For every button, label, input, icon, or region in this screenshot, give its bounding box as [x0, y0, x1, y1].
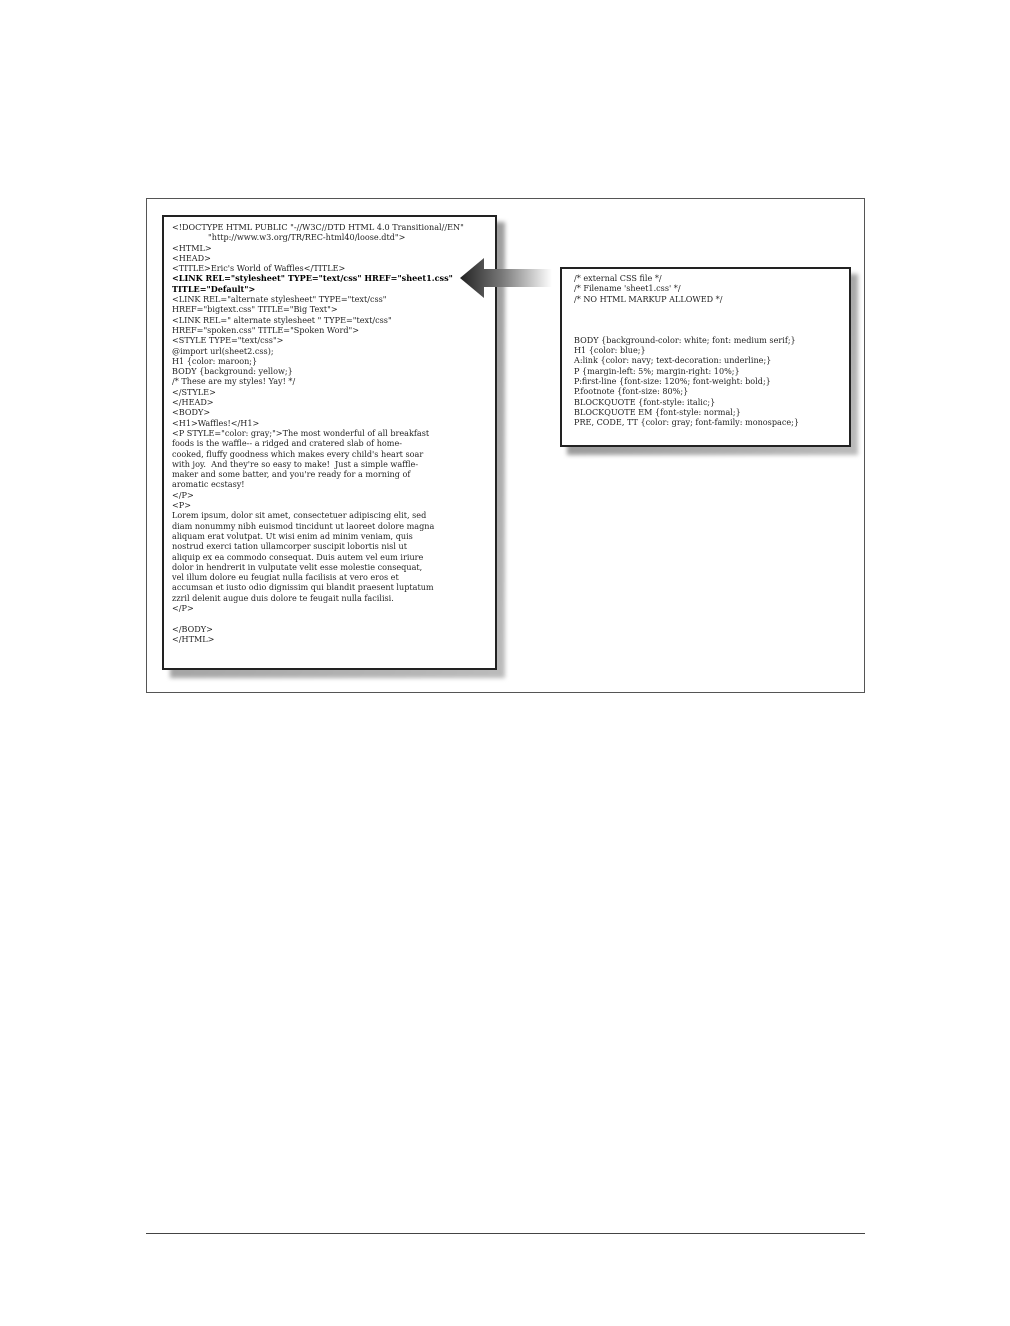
- code-line: cooked, fluffy goodness which makes every child's heart soar: [172, 448, 424, 459]
- html-document: [162, 215, 497, 670]
- code-line: PRE, CODE, TT {color: gray; font-family: monospace;}: [574, 417, 800, 428]
- code-line: P:first-line {font-size: 120%; font-weight: bold;}: [574, 375, 771, 386]
- code-line: H1 {color: maroon;}: [172, 355, 258, 366]
- code-line: <STYLE TYPE="text/css">: [172, 335, 284, 346]
- code-line: "http://www.w3.org/TR/REC-html40/loose.dtd">: [172, 232, 406, 243]
- code-line: @import url(sheet2.css);: [172, 345, 274, 356]
- code-line: <H1>Waffles!</H1>: [172, 417, 260, 428]
- footer-rule: [146, 1233, 865, 1234]
- code-line: aliquam erat volutpat. Ut wisi enim ad minim veniam, quis: [172, 530, 413, 541]
- code-line: foods is the waffle-- a ridged and cratered slab of home-: [172, 438, 403, 449]
- code-line: [574, 324, 849, 334]
- code-line: vel illum dolore eu feugiat nulla facilisis at vero eros et: [172, 572, 399, 583]
- code-line: zzril delenit augue duis dolore te feugait nulla facilisi.: [172, 592, 394, 603]
- css-document: [560, 267, 851, 447]
- code-line: <P STYLE="color: gray;">The most wonderful of all breakfast: [172, 427, 430, 438]
- code-line: Lorem ipsum, dolor sit amet, consectetuer adipiscing elit, sed: [172, 510, 427, 521]
- code-line: H1 {color: blue;}: [574, 345, 646, 356]
- code-line: <!DOCTYPE HTML PUBLIC "-//W3C//DTD HTML 4.0 Transitional//EN": [172, 222, 464, 232]
- code-line: <P>: [172, 500, 192, 511]
- code-line: with joy. And they're so easy to make! Just a simple waffle-: [172, 458, 419, 469]
- code-line: <LINK REL="alternate stylesheet" TYPE="text/css": [172, 294, 387, 305]
- code-line: nostrud exerci tation ullamcorper suscipit lobortis nisl ut: [172, 541, 407, 552]
- code-line: TITLE="Default">: [172, 283, 256, 294]
- code-line: </HEAD>: [172, 397, 214, 408]
- code-line: /* Filename 'sheet1.css' */: [574, 283, 681, 294]
- code-line: [574, 304, 849, 314]
- code-line: <LINK REL=" alternate stylesheet " TYPE="text/css": [172, 314, 392, 325]
- code-line: HREF="spoken.css" TITLE="Spoken Word">: [172, 324, 360, 335]
- code-line: /* external CSS file */: [574, 273, 662, 283]
- code-line: <HTML>: [172, 242, 212, 253]
- code-line: aromatic ecstasy!: [172, 479, 245, 490]
- code-line: P.footnote {font-size: 80%;}: [574, 386, 689, 397]
- code-line: P {margin-left: 5%; margin-right: 10%;}: [574, 365, 740, 376]
- code-line: diam nonummy nibh euismod tincidunt ut laoreet dolore magna: [172, 520, 435, 531]
- code-line: [574, 314, 849, 324]
- code-line: /* These are my styles! Yay! */: [172, 376, 296, 387]
- code-line: aliquip ex ea commodo consequat. Duis autem vel eum iriure: [172, 551, 424, 562]
- code-line: </P>: [172, 602, 194, 613]
- code-line: </BODY>: [172, 623, 213, 634]
- code-line: BLOCKQUOTE EM {font-style: normal;}: [574, 406, 741, 417]
- code-line: HREF="bigtext.css" TITLE="Big Text">: [172, 304, 338, 315]
- code-line: A:link {color: navy; text-decoration: underline;}: [574, 355, 772, 366]
- code-line: BLOCKQUOTE {font-style: italic;}: [574, 396, 716, 407]
- code-line: </STYLE>: [172, 386, 216, 397]
- code-line: accumsan et iusto odio dignissim qui blandit praesent luptatum: [172, 582, 434, 593]
- code-line: <BODY>: [172, 407, 211, 418]
- code-line: /* NO HTML MARKUP ALLOWED */: [574, 293, 723, 304]
- code-line: BODY {background-color: white; font: medium serif;}: [574, 334, 796, 345]
- code-line: <TITLE>Eric's World of Waffles</TITLE>: [172, 263, 346, 274]
- code-line: dolor in hendrerit in vulputate velit esse molestie consequat,: [172, 561, 423, 572]
- code-line: </P>: [172, 489, 194, 500]
- code-line: <LINK REL="stylesheet" TYPE="text/css" HREF="sheet1.css": [172, 273, 453, 284]
- code-line: maker and some batter, and you're ready for a morning of: [172, 469, 411, 480]
- code-line: <HEAD>: [172, 252, 211, 263]
- code-line: </HTML>: [172, 633, 215, 644]
- code-line: [172, 613, 495, 623]
- code-line: BODY {background: yellow;}: [172, 366, 293, 377]
- arrow-left-icon: [460, 256, 552, 300]
